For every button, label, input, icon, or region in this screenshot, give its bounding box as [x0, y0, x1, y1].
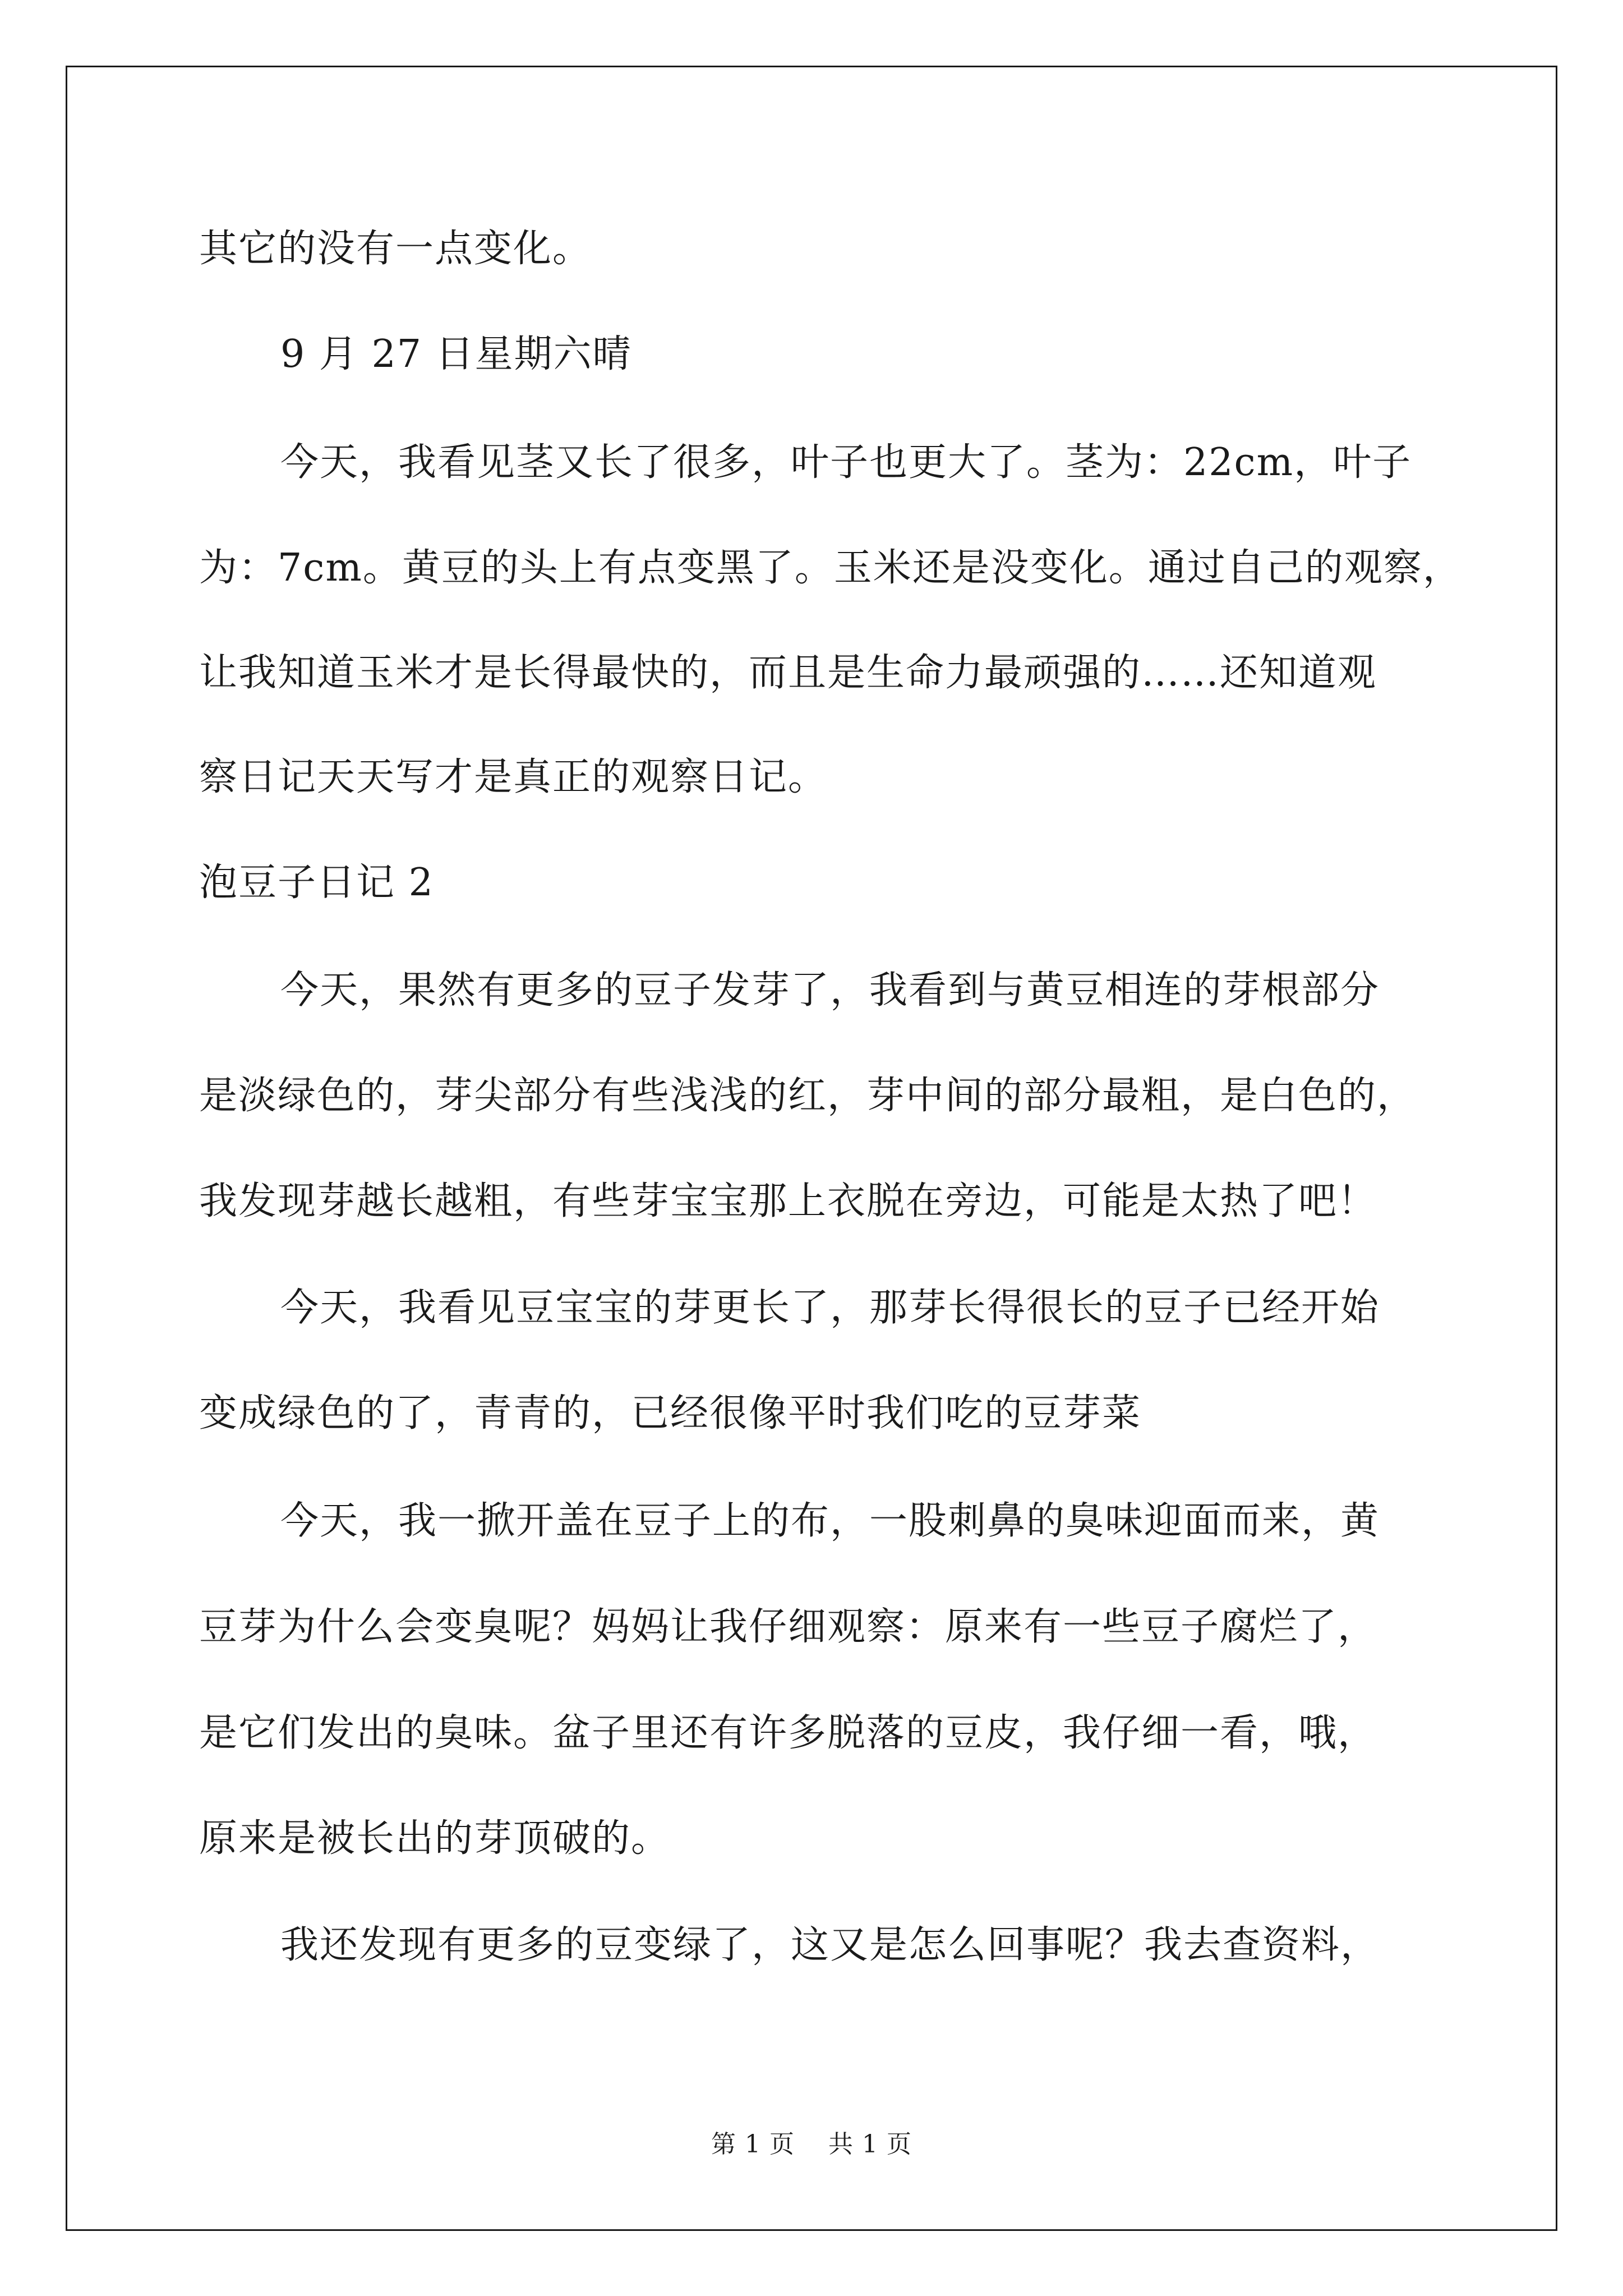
text-line: 察日记天天写才是真正的观察日记。 [199, 755, 828, 799]
text-line: 是它们发出的臭味。盆子里还有许多脱落的豆皮，我仔细一看，哦， [199, 1711, 1377, 1755]
text-line: 我发现芽越长越粗，有些芽宝宝那上衣脱在旁边，可能是太热了吧！ [199, 1179, 1377, 1223]
text-line: 豆芽为什么会变臭呢？妈妈让我仔细观察：原来有一些豆子腐烂了， [199, 1605, 1377, 1649]
page-border [66, 66, 1557, 2231]
page-number: 第 1 页 [711, 2130, 795, 2159]
text-line: 是淡绿色的，芽尖部分有些浅浅的红，芽中间的部分最粗，是白色的， [199, 1074, 1417, 1118]
section-heading: 泡豆子日记 2 [199, 861, 434, 905]
text-line: 原来是被长出的芽顶破的。 [199, 1816, 671, 1861]
page-total: 共 1 页 [828, 2130, 912, 2159]
text-line: 我还发现有更多的豆变绿了，这又是怎么回事呢？我去查资料， [280, 1923, 1380, 1967]
text-line: 变成绿色的了，青青的，已经很像平时我们吃的豆芽菜 [199, 1391, 1142, 1435]
text-line: 为：7cm。黄豆的头上有点变黑了。玉米还是没变化。通过自己的观察， [199, 546, 1462, 590]
text-line: 其它的没有一点变化。 [199, 227, 592, 271]
text-line: 今天，我看见茎又长了很多，叶子也更大了。茎为：22cm，叶子 [280, 440, 1412, 485]
diary-date-line: 9 月 27 日星期六晴 [280, 332, 632, 376]
text-line: 今天，我一掀开盖在豆子上的布，一股刺鼻的臭味迎面而来，黄 [280, 1499, 1380, 1543]
text-line: 让我知道玉米才是长得最快的，而且是生命力最顽强的……还知道观 [199, 651, 1377, 695]
text-line: 今天，果然有更多的豆子发芽了，我看到与黄豆相连的芽根部分 [280, 968, 1380, 1013]
page-footer [0, 2129, 1623, 2160]
text-line: 今天，我看见豆宝宝的芽更长了，那芽长得很长的豆子已经开始 [280, 1286, 1380, 1330]
